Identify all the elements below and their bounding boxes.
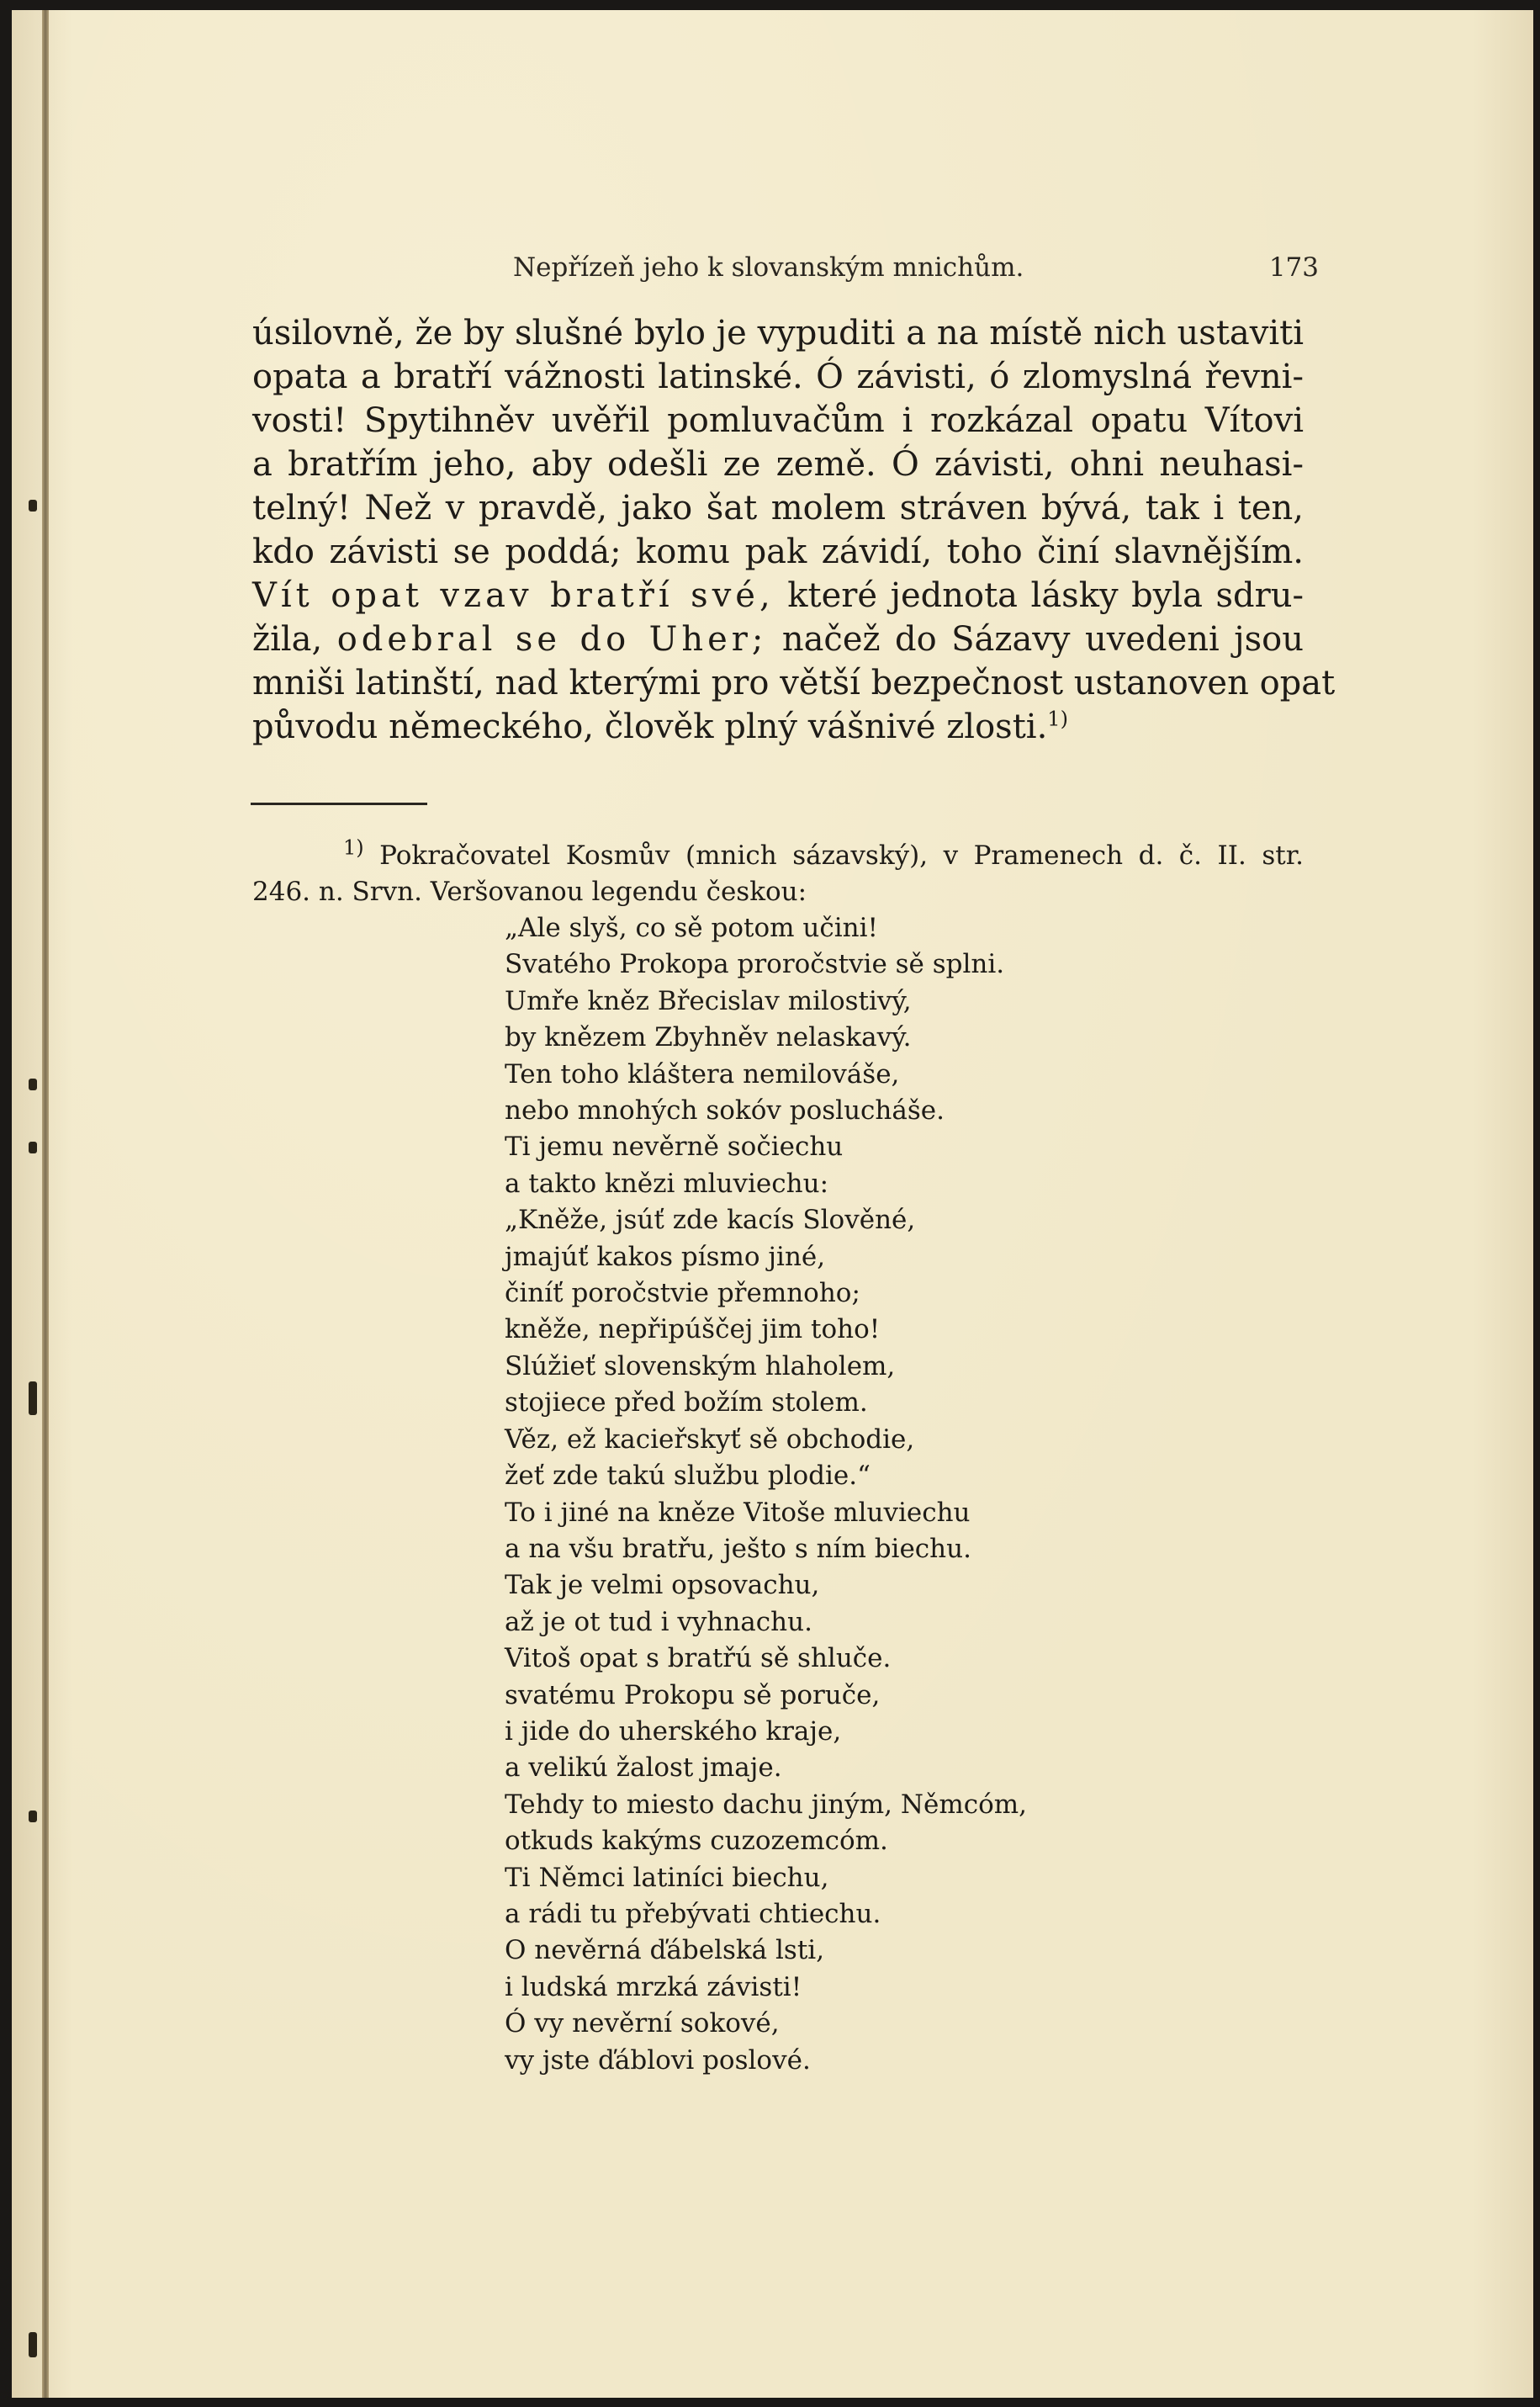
verse-line: i ludská mrzká závisti! — [505, 1971, 802, 2002]
verse-line: Ti jemu nevěrně sočiechu — [505, 1132, 844, 1163]
text-line: kdo závisti se poddá; komu pak závidí, toho činí slavnějším. — [252, 533, 1304, 571]
binding-mark — [29, 500, 37, 512]
book-page — [12, 10, 1533, 2398]
text-line — [252, 705, 1304, 749]
binding-edge — [42, 10, 49, 2398]
verse-line: až je ot tud i vyhnachu. — [505, 1606, 812, 1637]
binding-mark — [29, 1079, 37, 1090]
footnote-line — [252, 835, 1304, 874]
verse-line: jmajúť kakos písmo jiné, — [505, 1241, 826, 1272]
binding-mark — [29, 1142, 37, 1153]
binding-mark — [29, 2332, 37, 2357]
verse-line: a na všu bratřu, ješto s ním biechu. — [505, 1533, 971, 1564]
verse-line: Tehdy to miesto dachu jiným, Němcóm, — [505, 1789, 1028, 1820]
verse-line: činíť poročstvie přemnoho; — [505, 1278, 860, 1309]
verse-line: svatému Prokopu sě poruče, — [505, 1679, 881, 1710]
footnote-divider — [251, 803, 427, 805]
verse-line: „Kněže, jsúť zde kacís Slověné, — [505, 1205, 916, 1236]
footnote — [252, 835, 1304, 910]
verse-line: Ti Němci latiníci biechu, — [505, 1862, 829, 1893]
verse-line: nebo mnohých sokóv poslucháše. — [505, 1095, 945, 1127]
text-fragment: které jednota lásky byla sdru- — [787, 576, 1304, 615]
text-line: úsilovně, že by slušné bylo je vypuditi a na místě nich ustaviti — [252, 314, 1304, 353]
spaced-emphasis: Vít opat vzav bratří své, — [252, 576, 775, 615]
verse-line: kněže, nepřipúščej jim toho! — [505, 1314, 881, 1345]
verse-line: Umře kněz Břecislav milostivý, — [505, 985, 912, 1016]
binding-mark — [29, 1811, 37, 1822]
verse-line: by knězem Zbyhněv nelaskavý. — [505, 1022, 912, 1053]
verse-line: stojiece před božím stolem. — [505, 1387, 868, 1418]
page-number: 173 — [1268, 252, 1319, 283]
verse-line: „Ale slyš, co sě potom učini! — [505, 913, 878, 943]
header-title: Nepřízeň jeho k slovanským mnichům. — [513, 252, 1024, 283]
footnote-marker: 1) — [343, 835, 364, 860]
text-line: mniši latinští, nad kterými pro větší bezpečnost ustanoven opat — [252, 664, 1336, 702]
verse-line: Vitoš opat s bratřú sě shluče. — [505, 1643, 892, 1674]
text-line — [252, 574, 1304, 618]
footnote-reference: 1) — [1047, 707, 1068, 731]
text-fragment: žila, — [252, 620, 323, 659]
text-line — [252, 618, 1304, 661]
verse-line: vy jste ďáblovi poslové. — [505, 2044, 811, 2076]
verse-line: Věz, ež kacieřskyť sě obchodie, — [505, 1424, 915, 1455]
verse-line: Ten toho kláštera nemilováše, — [505, 1058, 900, 1090]
verse-line: Tak je velmi opsovachu, — [505, 1570, 820, 1601]
verse-line: a rádi tu přebývati chtiechu. — [505, 1898, 881, 1929]
verse-quotation — [505, 910, 1127, 2079]
verse-line: O nevěrná ďábelská lsti, — [505, 1935, 825, 1966]
verse-line: Slúžieť slovenským hlaholem, — [505, 1350, 896, 1381]
text-line: telný! Než v pravdě, jako šat molem stráven bývá, tak i ten, — [252, 489, 1304, 528]
main-paragraph — [252, 311, 1336, 749]
verse-line: To i jiné na kněze Vitoše mluviechu — [505, 1497, 971, 1528]
text-line: opata a bratří vážnosti latinské. Ó závisti, ó zlomyslná řevni- — [252, 358, 1304, 396]
text-fragment: Pokračovatel Kosmův (mnich sázavský), v Pramenech d. č. II. str. — [379, 840, 1304, 871]
text-line: a bratřím jeho, aby odešli ze země. Ó závisti, ohni neuhasi- — [252, 445, 1304, 484]
verse-line: i jide do uherského kraje, — [505, 1715, 842, 1747]
text-fragment: původu německého, člověk plný vášnivé zlosti. — [252, 708, 1048, 746]
binding-mark — [29, 1381, 37, 1415]
verse-line: Svatého Prokopa proročstvie sě splni. — [505, 949, 1005, 980]
verse-line: a velikú žalost jmaje. — [505, 1752, 782, 1784]
verse-line: a takto knězi mluviechu: — [505, 1168, 829, 1199]
spaced-emphasis: odebral se do Uher; — [336, 620, 768, 659]
text-fragment: načež do Sázavy uvedeni jsou — [781, 620, 1305, 659]
verse-line: Ó vy nevěrní sokové, — [505, 2008, 780, 2039]
footnote-line: 246. n. Srvn. Veršovanou legendu českou: — [252, 877, 807, 907]
verse-line: žeť zde takú službu plodie.“ — [505, 1461, 871, 1492]
verse-line: otkuds kakýms cuzozemcóm. — [505, 1826, 888, 1857]
text-line: vosti! Spytihněv uvěřil pomluvačům i rozkázal opatu Vítovi — [252, 401, 1304, 440]
